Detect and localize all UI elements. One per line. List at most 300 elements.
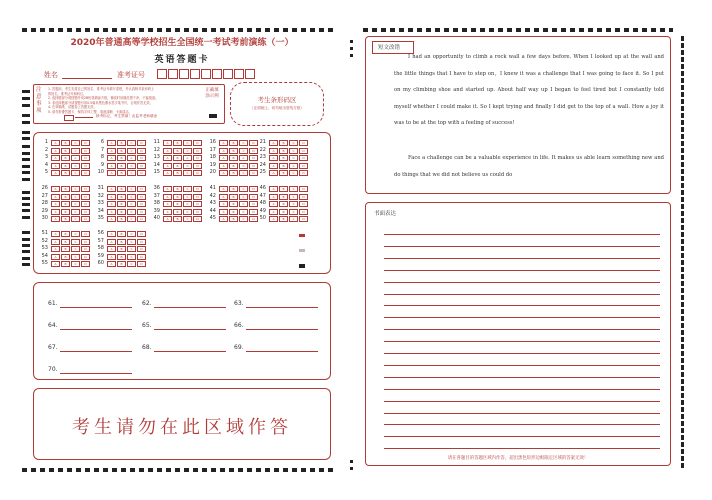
mc-question-number: 21 [259, 139, 266, 145]
mc-option-bubble[interactable]: A [269, 201, 278, 207]
mc-option-bubble[interactable]: B [173, 216, 182, 222]
mc-option-bubble[interactable]: C [127, 254, 136, 260]
mc-option-bubble[interactable]: D [81, 140, 90, 146]
mc-option-bubble[interactable]: B [61, 140, 70, 146]
mc-option-bubble[interactable]: C [183, 170, 192, 176]
mc-option-bubble[interactable]: B [61, 254, 70, 260]
mc-option-bubble[interactable]: A [219, 216, 228, 222]
mc-option-bubble[interactable]: A [51, 155, 60, 161]
mc-option-group [51, 254, 90, 260]
mc-option-bubble[interactable]: A [163, 140, 172, 146]
mc-option-bubble[interactable]: D [193, 155, 202, 161]
absent-mark-box[interactable] [64, 115, 74, 121]
mc-option-bubble[interactable]: B [61, 201, 70, 207]
mc-option-bubble[interactable]: C [183, 194, 192, 200]
mc-option-bubble[interactable]: A [269, 186, 278, 192]
mc-option-bubble[interactable]: B [279, 209, 288, 215]
mc-option-bubble[interactable]: B [279, 201, 288, 207]
mc-option-bubble[interactable]: A [269, 140, 278, 146]
mc-option-bubble[interactable]: A [107, 254, 116, 260]
mc-option-bubble[interactable]: A [107, 209, 116, 215]
mc-option-bubble[interactable]: C [71, 261, 80, 267]
mc-option-bubble[interactable]: C [127, 194, 136, 200]
mc-option-bubble[interactable]: D [81, 170, 90, 176]
mc-option-bubble[interactable]: D [249, 194, 258, 200]
mc-option-bubble[interactable]: C [289, 163, 298, 169]
writing-line[interactable] [384, 365, 660, 366]
mc-option-bubble[interactable]: C [127, 261, 136, 267]
mc-option-bubble[interactable]: D [299, 194, 308, 200]
mc-option-bubble[interactable]: C [239, 194, 248, 200]
mc-option-bubble[interactable]: D [81, 148, 90, 154]
mc-option-bubble[interactable]: B [61, 209, 70, 215]
mc-option-bubble[interactable]: B [229, 216, 238, 222]
mc-question-number: 48 [259, 200, 266, 206]
mc-question-number: 16 [209, 139, 216, 145]
mc-option-bubble[interactable]: B [279, 194, 288, 200]
mc-option-bubble[interactable]: C [127, 216, 136, 222]
mc-option-bubble[interactable]: C [127, 239, 136, 245]
mc-option-bubble[interactable]: D [249, 170, 258, 176]
writing-line[interactable] [384, 258, 660, 259]
mc-option-bubble[interactable]: C [71, 231, 80, 237]
mc-question-number: 40 [153, 215, 160, 221]
mc-option-bubble[interactable]: C [71, 155, 80, 161]
writing-line[interactable] [384, 389, 660, 390]
mc-option-group [163, 201, 202, 207]
mc-option-bubble[interactable]: A [107, 194, 116, 200]
mc-option-bubble[interactable]: B [279, 155, 288, 161]
writing-line[interactable] [384, 401, 660, 402]
mc-option-bubble[interactable]: D [249, 186, 258, 192]
mc-option-bubble[interactable]: C [289, 216, 298, 222]
mc-option-bubble[interactable]: C [71, 209, 80, 215]
mc-option-bubble[interactable]: C [71, 201, 80, 207]
timing-tick-right [681, 225, 684, 230]
mc-option-bubble[interactable]: D [249, 216, 258, 222]
mc-option-bubble[interactable]: D [193, 163, 202, 169]
mc-option-bubble[interactable]: A [219, 140, 228, 146]
mc-option-bubble[interactable]: A [219, 155, 228, 161]
mc-option-bubble[interactable]: C [71, 216, 80, 222]
mc-option-bubble[interactable]: A [163, 194, 172, 200]
name-line[interactable] [62, 78, 112, 79]
writing-line[interactable] [384, 246, 660, 247]
mc-option-bubble[interactable]: C [183, 201, 192, 207]
mc-option-bubble[interactable]: D [81, 216, 90, 222]
writing-line[interactable] [384, 436, 660, 437]
mc-option-bubble[interactable]: C [289, 194, 298, 200]
mc-option-bubble[interactable]: B [279, 216, 288, 222]
mc-option-bubble[interactable]: A [269, 216, 278, 222]
writing-line[interactable] [384, 305, 660, 306]
mc-option-bubble[interactable]: B [229, 209, 238, 215]
mc-option-bubble[interactable]: A [107, 186, 116, 192]
mc-option-bubble[interactable]: D [137, 194, 146, 200]
timing-tick-right [681, 358, 684, 363]
mc-option-bubble[interactable]: B [117, 201, 126, 207]
mc-option-bubble[interactable]: A [51, 163, 60, 169]
mc-option-bubble[interactable]: C [239, 170, 248, 176]
mc-option-bubble[interactable]: D [299, 148, 308, 154]
mc-option-bubble[interactable]: A [163, 209, 172, 215]
writing-line[interactable] [384, 294, 660, 295]
mc-option-group [219, 201, 258, 207]
mc-option-bubble[interactable]: B [117, 194, 126, 200]
mc-option-bubble[interactable]: C [127, 148, 136, 154]
mc-option-bubble[interactable]: B [61, 186, 70, 192]
mc-option-bubble[interactable]: A [51, 261, 60, 267]
mc-option-bubble[interactable]: A [163, 155, 172, 161]
timing-tick-right [681, 176, 684, 181]
mc-option-bubble[interactable]: B [117, 163, 126, 169]
mc-option-bubble[interactable]: B [117, 239, 126, 245]
mc-option-bubble[interactable]: C [127, 246, 136, 252]
mc-option-bubble[interactable]: C [71, 170, 80, 176]
mc-option-bubble[interactable]: D [137, 186, 146, 192]
mc-option-group [51, 170, 90, 176]
mc-option-bubble[interactable]: D [137, 231, 146, 237]
mc-option-bubble[interactable]: C [289, 148, 298, 154]
mc-option-bubble[interactable]: B [61, 148, 70, 154]
mc-option-bubble[interactable]: D [137, 155, 146, 161]
mc-option-bubble[interactable]: B [229, 201, 238, 207]
mc-option-bubble[interactable]: D [193, 170, 202, 176]
mc-option-bubble[interactable]: D [249, 209, 258, 215]
mc-option-bubble[interactable]: D [137, 261, 146, 267]
mc-option-bubble[interactable]: D [249, 155, 258, 161]
mc-option-bubble[interactable]: C [183, 155, 192, 161]
mc-option-bubble[interactable]: A [163, 201, 172, 207]
mc-question-number: 11 [153, 139, 160, 145]
mc-option-bubble[interactable]: C [71, 148, 80, 154]
mc-option-bubble[interactable]: D [137, 254, 146, 260]
mc-option-bubble[interactable]: C [127, 231, 136, 237]
blank-answer-line[interactable] [154, 329, 226, 330]
mc-option-bubble[interactable]: C [239, 163, 248, 169]
blank-answer-line[interactable] [246, 351, 318, 352]
mc-option-bubble[interactable]: C [127, 209, 136, 215]
mc-option-bubble[interactable]: A [51, 246, 60, 252]
mc-option-bubble[interactable]: B [229, 163, 238, 169]
mc-option-bubble[interactable]: A [107, 201, 116, 207]
mc-option-bubble[interactable]: B [173, 209, 182, 215]
mc-option-bubble[interactable]: B [173, 201, 182, 207]
mc-option-bubble[interactable]: D [249, 140, 258, 146]
mc-option-bubble[interactable]: D [299, 186, 308, 192]
mc-option-bubble[interactable]: D [81, 246, 90, 252]
mc-option-bubble[interactable]: A [107, 163, 116, 169]
mc-option-bubble[interactable]: C [239, 148, 248, 154]
mc-option-bubble[interactable]: D [81, 231, 90, 237]
mc-option-bubble[interactable]: B [117, 155, 126, 161]
mc-option-bubble[interactable]: C [183, 140, 192, 146]
mc-option-bubble[interactable]: A [107, 140, 116, 146]
blank-label: 66. [234, 322, 244, 329]
mc-option-bubble[interactable]: A [219, 163, 228, 169]
mc-option-bubble[interactable]: D [137, 170, 146, 176]
mc-option-bubble[interactable]: B [61, 194, 70, 200]
writing-line[interactable] [384, 377, 660, 378]
timing-tick-right [681, 141, 684, 146]
mc-option-bubble[interactable]: B [117, 170, 126, 176]
timing-tick-right [681, 400, 684, 405]
mc-option-bubble[interactable]: C [71, 194, 80, 200]
mc-option-bubble[interactable]: C [127, 186, 136, 192]
mc-question-number: 41 [209, 185, 216, 191]
mc-option-bubble[interactable]: B [229, 140, 238, 146]
mc-option-bubble[interactable]: B [229, 155, 238, 161]
mc-option-bubble[interactable]: C [289, 155, 298, 161]
mc-option-bubble[interactable]: D [299, 216, 308, 222]
mc-option-bubble[interactable]: D [81, 261, 90, 267]
blank-answer-line[interactable] [154, 307, 226, 308]
mc-option-bubble[interactable]: A [269, 148, 278, 154]
mc-question-number: 13 [153, 154, 160, 160]
mc-option-bubble[interactable]: D [299, 170, 308, 176]
mc-option-bubble[interactable]: C [127, 170, 136, 176]
mc-option-bubble[interactable]: A [269, 155, 278, 161]
mc-option-bubble[interactable]: C [289, 209, 298, 215]
mc-option-bubble[interactable]: C [71, 140, 80, 146]
timing-mark-left [22, 209, 30, 212]
mc-option-bubble[interactable]: B [279, 140, 288, 146]
blank-answer-line[interactable] [60, 329, 132, 330]
mc-option-bubble[interactable]: D [249, 163, 258, 169]
mc-option-bubble[interactable]: B [61, 239, 70, 245]
mc-option-bubble[interactable]: A [269, 170, 278, 176]
mc-option-bubble[interactable]: A [107, 246, 116, 252]
mc-option-bubble[interactable]: B [173, 194, 182, 200]
mc-option-bubble[interactable]: A [219, 209, 228, 215]
mc-option-bubble[interactable]: C [289, 201, 298, 207]
mc-option-bubble[interactable]: C [239, 201, 248, 207]
mc-option-bubble[interactable]: B [173, 140, 182, 146]
mc-option-bubble[interactable]: A [51, 140, 60, 146]
mc-option-bubble[interactable]: A [51, 186, 60, 192]
mc-option-bubble[interactable]: D [193, 216, 202, 222]
mc-option-bubble[interactable]: A [107, 148, 116, 154]
mc-option-bubble[interactable]: B [61, 261, 70, 267]
mc-option-bubble[interactable]: B [117, 186, 126, 192]
mc-option-bubble[interactable]: A [107, 170, 116, 176]
mc-option-bubble[interactable]: A [163, 186, 172, 192]
writing-line[interactable] [384, 234, 660, 235]
mc-option-bubble[interactable]: D [81, 254, 90, 260]
mc-option-bubble[interactable]: D [81, 186, 90, 192]
mc-option-bubble[interactable]: B [173, 148, 182, 154]
mc-option-bubble[interactable]: C [239, 140, 248, 146]
mc-option-bubble[interactable]: C [127, 140, 136, 146]
mc-option-bubble[interactable]: A [107, 216, 116, 222]
mc-option-bubble[interactable]: A [219, 170, 228, 176]
writing-line[interactable] [384, 353, 660, 354]
writing-line[interactable] [384, 317, 660, 318]
mc-option-bubble[interactable]: C [239, 209, 248, 215]
blank-answer-line[interactable] [246, 329, 318, 330]
mc-option-bubble[interactable]: C [127, 201, 136, 207]
mc-option-bubble[interactable]: B [117, 216, 126, 222]
mc-option-bubble[interactable]: D [193, 186, 202, 192]
mc-option-bubble[interactable]: A [219, 186, 228, 192]
mc-option-bubble[interactable]: C [183, 148, 192, 154]
mc-option-bubble[interactable]: D [193, 140, 202, 146]
mc-option-bubble[interactable]: A [219, 194, 228, 200]
mc-option-bubble[interactable]: D [137, 239, 146, 245]
mc-option-bubble[interactable]: D [299, 155, 308, 161]
mc-option-bubble[interactable]: D [299, 201, 308, 207]
mc-option-bubble[interactable]: C [183, 216, 192, 222]
mc-option-bubble[interactable]: D [299, 209, 308, 215]
mc-option-bubble[interactable]: A [51, 216, 60, 222]
blank-answer-line[interactable] [60, 351, 132, 352]
mc-option-bubble[interactable]: A [51, 201, 60, 207]
mc-option-bubble[interactable]: D [299, 140, 308, 146]
mc-option-bubble[interactable]: B [173, 170, 182, 176]
mc-option-bubble[interactable]: D [81, 209, 90, 215]
mc-option-group [163, 209, 202, 215]
mc-option-bubble[interactable]: B [61, 216, 70, 222]
mc-option-bubble[interactable]: B [279, 170, 288, 176]
mc-option-bubble[interactable]: A [107, 231, 116, 237]
mc-option-bubble[interactable]: B [117, 231, 126, 237]
mc-option-bubble[interactable]: B [61, 163, 70, 169]
timing-tick-right [681, 64, 684, 69]
mc-option-bubble[interactable]: D [81, 201, 90, 207]
mc-option-bubble[interactable]: C [239, 186, 248, 192]
mc-option-bubble[interactable]: B [173, 163, 182, 169]
mc-option-bubble[interactable]: A [51, 209, 60, 215]
mc-option-bubble[interactable]: A [219, 148, 228, 154]
mc-option-bubble[interactable]: D [193, 201, 202, 207]
mc-option-bubble[interactable]: D [137, 163, 146, 169]
mc-option-bubble[interactable]: D [193, 194, 202, 200]
writing-line[interactable] [384, 448, 660, 449]
mc-option-bubble[interactable]: C [71, 163, 80, 169]
mc-option-bubble[interactable]: C [71, 186, 80, 192]
mc-option-bubble[interactable]: A [107, 239, 116, 245]
mc-option-bubble[interactable]: A [269, 209, 278, 215]
mc-option-bubble[interactable]: A [107, 155, 116, 161]
mc-option-bubble[interactable]: C [127, 155, 136, 161]
mc-option-bubble[interactable]: D [137, 140, 146, 146]
writing-line[interactable] [384, 424, 660, 425]
writing-line[interactable] [384, 270, 660, 271]
mc-option-bubble[interactable]: B [117, 209, 126, 215]
mc-option-bubble[interactable]: D [137, 216, 146, 222]
bottom-dash-left [22, 468, 334, 472]
mc-option-bubble[interactable]: D [249, 148, 258, 154]
timing-tick-right [681, 393, 684, 398]
mc-option-bubble[interactable]: C [289, 170, 298, 176]
blank-answer-line[interactable] [246, 307, 318, 308]
mc-option-bubble[interactable]: D [81, 239, 90, 245]
mc-option-bubble[interactable]: C [239, 216, 248, 222]
mc-option-bubble[interactable]: A [163, 170, 172, 176]
mc-option-bubble[interactable]: D [193, 209, 202, 215]
mc-option-bubble[interactable]: B [173, 186, 182, 192]
mc-option-bubble[interactable]: B [229, 186, 238, 192]
mc-option-bubble[interactable]: B [117, 140, 126, 146]
mc-option-bubble[interactable]: A [51, 148, 60, 154]
mc-option-bubble[interactable]: C [289, 140, 298, 146]
mc-option-bubble[interactable]: B [229, 170, 238, 176]
mc-question-number: 47 [259, 192, 266, 199]
mc-option-bubble[interactable]: D [137, 201, 146, 207]
mc-option-bubble[interactable]: D [81, 163, 90, 169]
mc-option-bubble[interactable]: D [137, 148, 146, 154]
mc-option-bubble[interactable]: D [81, 194, 90, 200]
blank-label: 67. [48, 344, 58, 351]
blank-answer-line[interactable] [60, 373, 132, 374]
mc-option-bubble[interactable]: B [61, 170, 70, 176]
mc-option-bubble[interactable]: A [107, 261, 116, 267]
mc-option-bubble[interactable]: D [299, 163, 308, 169]
mc-option-bubble[interactable]: B [229, 148, 238, 154]
mc-option-bubble[interactable]: B [279, 163, 288, 169]
mc-option-bubble[interactable]: A [219, 201, 228, 207]
mc-option-bubble[interactable]: B [61, 246, 70, 252]
mc-option-bubble[interactable]: A [269, 194, 278, 200]
mc-option-bubble[interactable]: A [163, 216, 172, 222]
mc-option-bubble[interactable]: B [229, 194, 238, 200]
mc-option-bubble[interactable]: C [239, 155, 248, 161]
mc-option-bubble[interactable]: A [51, 194, 60, 200]
mc-option-bubble[interactable]: A [51, 231, 60, 237]
mc-option-bubble[interactable]: B [61, 231, 70, 237]
mc-option-bubble[interactable]: D [81, 155, 90, 161]
timing-tick-right [681, 162, 684, 167]
mc-option-bubble[interactable]: B [117, 148, 126, 154]
mc-option-bubble[interactable]: C [71, 239, 80, 245]
mc-option-bubble[interactable]: D [193, 148, 202, 154]
mc-option-bubble[interactable]: B [279, 148, 288, 154]
mc-option-bubble[interactable]: A [163, 163, 172, 169]
mc-option-bubble[interactable]: B [279, 186, 288, 192]
mc-option-bubble[interactable]: A [51, 254, 60, 260]
mc-option-bubble[interactable]: A [51, 170, 60, 176]
mc-option-bubble[interactable]: C [183, 186, 192, 192]
mc-option-bubble[interactable]: C [183, 209, 192, 215]
writing-line[interactable] [384, 329, 660, 330]
mc-option-bubble[interactable]: D [137, 246, 146, 252]
mc-option-bubble[interactable]: D [249, 201, 258, 207]
mc-option-bubble[interactable]: A [51, 239, 60, 245]
mc-option-bubble[interactable]: C [71, 254, 80, 260]
mc-option-bubble[interactable]: A [163, 148, 172, 154]
mc-option-bubble[interactable]: C [127, 163, 136, 169]
blank-answer-line[interactable] [154, 351, 226, 352]
mc-question-number: 52 [41, 237, 48, 244]
ticket-number-boxes[interactable] [157, 69, 255, 79]
mc-option-bubble[interactable]: B [173, 155, 182, 161]
mc-option-bubble[interactable]: C [71, 246, 80, 252]
mc-option-bubble[interactable]: B [61, 155, 70, 161]
mc-option-bubble[interactable]: B [117, 261, 126, 267]
mc-option-bubble[interactable]: C [289, 186, 298, 192]
writing-line[interactable] [384, 413, 660, 414]
writing-line[interactable] [384, 341, 660, 342]
mc-option-bubble[interactable]: A [269, 163, 278, 169]
mc-option-bubble[interactable]: B [117, 246, 126, 252]
notice-side-label: 注意事项 [36, 87, 42, 114]
blank-answer-line[interactable] [60, 307, 132, 308]
mc-option-bubble[interactable]: C [183, 163, 192, 169]
mc-option-bubble[interactable]: B [117, 254, 126, 260]
writing-line[interactable] [384, 282, 660, 283]
mc-option-bubble[interactable]: D [137, 209, 146, 215]
mc-option-group [107, 201, 146, 207]
